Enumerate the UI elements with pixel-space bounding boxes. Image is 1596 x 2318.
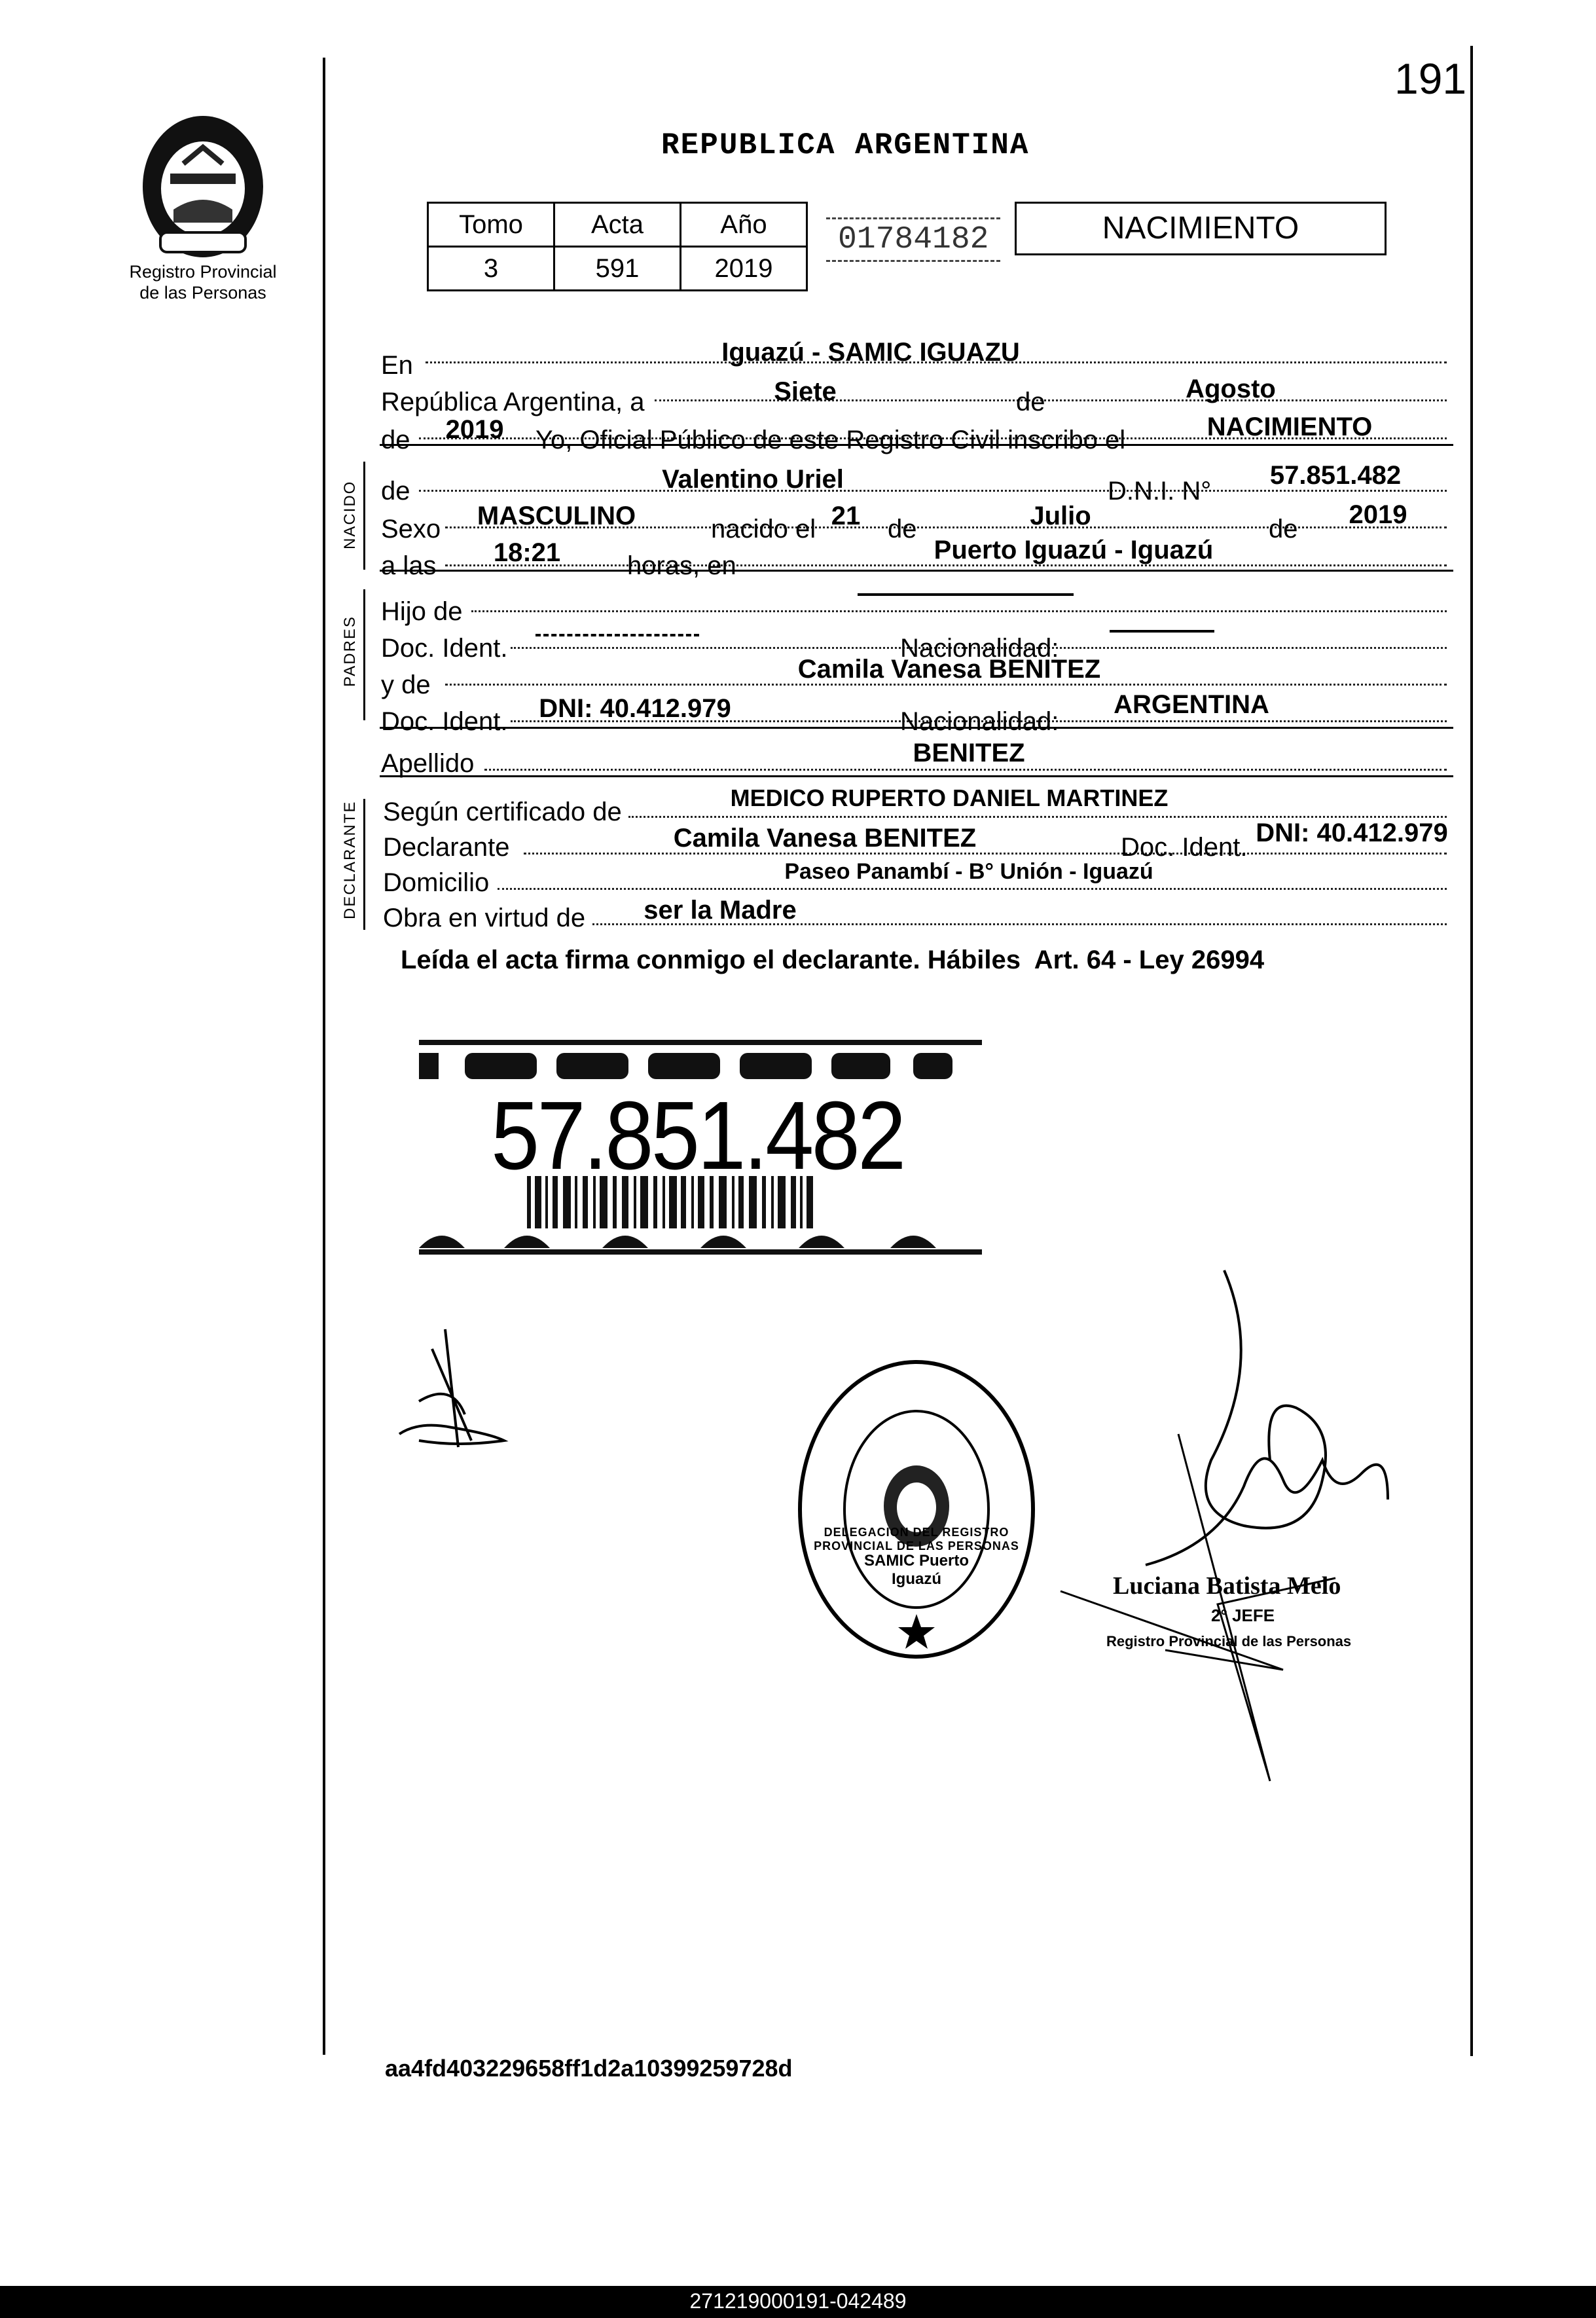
- label-republica: República Argentina, a: [381, 388, 645, 416]
- line-segun: [628, 816, 1447, 818]
- value-hora: 18:21: [493, 538, 561, 567]
- value-declarante: Camila Vanesa BENITEZ: [673, 824, 977, 853]
- value-obra: ser la Madre: [644, 896, 797, 925]
- section-bar-declarante: [363, 799, 365, 930]
- signer-role: 2° JEFE: [1211, 1606, 1275, 1625]
- declarant-signature-icon: [393, 1323, 517, 1454]
- line-domicilio: [498, 888, 1447, 890]
- logo-caption-1: Registro Provincial: [129, 262, 277, 282]
- table-value-acta: 591: [554, 247, 681, 291]
- label-declarante: Declarante: [383, 833, 510, 862]
- table-header-acta: Acta: [554, 203, 681, 247]
- line-hijo: [471, 610, 1447, 612]
- label-en: En: [381, 351, 413, 380]
- value-nombre: Valentino Uriel: [662, 465, 844, 494]
- official-stamp: [792, 1355, 1041, 1663]
- value-madre: Camila Vanesa BENITEZ: [797, 655, 1101, 684]
- value-declarante-doc: DNI: 40.412.979: [1256, 819, 1448, 847]
- label-nacido-el: nacido el: [711, 515, 816, 543]
- padre-blank-dash: [858, 593, 1074, 596]
- section-declarante: DECLARANTE: [341, 800, 359, 919]
- stamp-ring-text: DELEGACION DEL REGISTRO PROVINCIAL DE LAS PERSONAS: [814, 1526, 1019, 1553]
- left-margin-line: [323, 58, 325, 2055]
- value-lugar: Iguazú - SAMIC IGUAZU: [721, 338, 1020, 367]
- value-dni: 57.851.482: [1269, 461, 1402, 490]
- label-y-de: y de: [381, 671, 431, 699]
- label-doc-ident-madre: Doc. Ident.: [381, 707, 508, 736]
- value-madre-nac: ARGENTINA: [1114, 690, 1269, 719]
- section-nacido: NACIDO: [341, 480, 359, 549]
- value-domicilio: Paseo Panambí - B° Unión - Iguazú: [784, 859, 1153, 884]
- rule-2: [380, 570, 1453, 572]
- footer-code: 271219000191-042489: [689, 2289, 907, 2313]
- document-hash: aa4fd403229658ff1d2a10399259728d: [385, 2055, 793, 2082]
- value-apellido: BENITEZ: [913, 739, 1025, 767]
- padre-nac-blank: [1110, 630, 1214, 633]
- label-de-mes: de: [1016, 388, 1045, 416]
- id-sticker-number: 57.851.482: [491, 1082, 904, 1190]
- register-table: [427, 202, 808, 291]
- closing-statement: Leída el acta firma conmigo el declarante. Hábiles Art. 64 - Ley 26994: [401, 946, 1265, 974]
- rule-4: [380, 775, 1453, 777]
- province-seal-logo: [134, 111, 272, 262]
- table-value-anio: 2019: [681, 247, 807, 291]
- signer-org: Registro Provincial de las Personas: [1106, 1633, 1352, 1649]
- label-domicilio: Domicilio: [383, 868, 490, 897]
- page-number: 191: [1394, 54, 1467, 103]
- value-dia-texto: Siete: [774, 377, 837, 406]
- padre-doc-blank: [535, 634, 699, 636]
- label-doc-ident-declarante: Doc. Ident.: [1121, 833, 1248, 862]
- logo-caption-2: de las Personas: [139, 283, 266, 303]
- right-margin-line: [1470, 46, 1473, 2056]
- label-hijo-de: Hijo de: [381, 597, 463, 626]
- label-yo: Yo, Oficial Público de este Registro Civil inscribo el: [535, 426, 1126, 454]
- value-madre-doc: DNI: 40.412.979: [539, 694, 731, 723]
- value-anio-nac: 2019: [1349, 500, 1407, 529]
- label-obra: Obra en virtud de: [383, 904, 586, 932]
- label-nacionalidad-padre: Nacionalidad:: [900, 634, 1059, 663]
- label-nacionalidad-madre: Nacionalidad:: [900, 707, 1059, 736]
- label-apellido: Apellido: [381, 749, 475, 778]
- value-mes-nac: Julio: [1030, 502, 1091, 530]
- act-type-box: NACIMIENTO: [1015, 202, 1387, 255]
- serial-number: 01784182: [826, 217, 1000, 262]
- label-horas-en: horas, en: [627, 551, 736, 580]
- label-de-nombre: de: [381, 477, 410, 506]
- signer-name: Luciana Batista Melo: [1113, 1572, 1341, 1600]
- table-header-anio: Año: [681, 203, 807, 247]
- label-de-mes-nac: de: [888, 515, 917, 543]
- section-padres: PADRES: [341, 616, 359, 687]
- section-bar-nacido: [363, 462, 365, 570]
- table-header-tomo: Tomo: [428, 203, 554, 247]
- label-a-las: a las: [381, 551, 437, 580]
- stamp-inner-text: SAMIC Puerto Iguazú: [863, 1552, 969, 1588]
- label-de-anio: de: [381, 426, 410, 454]
- value-certificado: MEDICO RUPERTO DANIEL MARTINEZ: [730, 784, 1169, 811]
- label-segun: Según certificado de: [383, 798, 622, 826]
- section-bar-padres: [363, 589, 365, 720]
- value-anio: 2019: [445, 415, 504, 444]
- value-lugar-nac: Puerto Iguazú - Iguazú: [934, 536, 1214, 564]
- official-signature-icon: [1047, 1264, 1466, 1788]
- label-doc-ident-padre: Doc. Ident.: [381, 634, 508, 663]
- table-value-tomo: 3: [428, 247, 554, 291]
- value-mes-texto: Agosto: [1186, 375, 1276, 403]
- value-sexo: MASCULINO: [477, 502, 636, 530]
- document-title: REPUBLICA ARGENTINA: [661, 128, 1030, 162]
- label-de-anio-nac: de: [1269, 515, 1298, 543]
- value-dia-nac: 21: [831, 502, 861, 530]
- label-sexo: Sexo: [381, 515, 441, 543]
- value-tipo-acta: NACIMIENTO: [1206, 413, 1373, 441]
- line-apellido: [484, 769, 1447, 771]
- label-dni: D.N.I. N°: [1108, 477, 1212, 506]
